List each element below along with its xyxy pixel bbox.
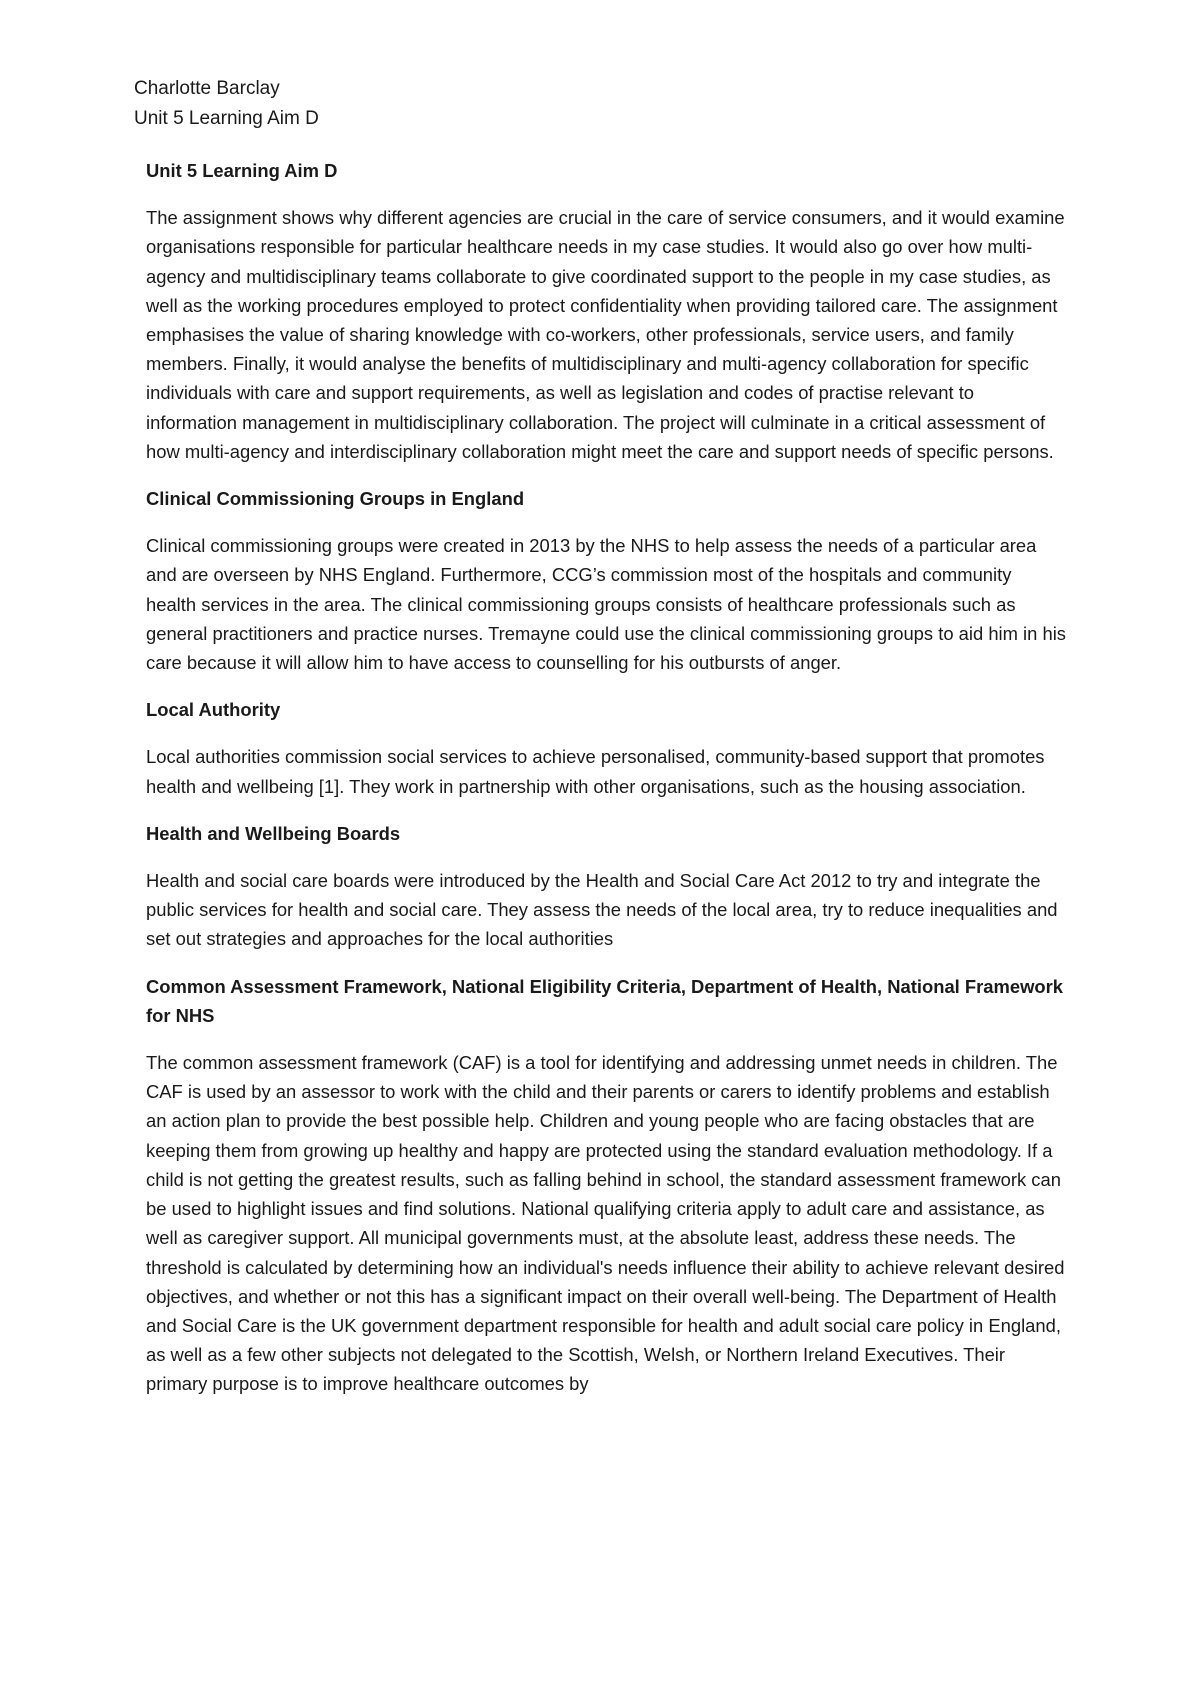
author-name: Charlotte Barclay (134, 78, 280, 99)
section-paragraph: The common assessment framework (CAF) is a tool for identifying and addressing unmet needs in children. The CAF is used by an assessor to work with the child and their parents or carers to identify problems and establish an action plan to provide the best possible help. Children and young people who are facing obstacles that are keeping them from growing up healthy and happy are protected using the standard evaluation methodology. If a child is not getting the greatest results, such as falling behind in school, the standard assessment framework can be used to highlight issues and find solutions. National qualifying criteria apply to adult care and assistance, as well as caregiver support. All municipal governments must, at the absolute least, address these needs. The threshold is calculated by determining how an individual's needs influence their ability to achieve relevant desired objectives, and whether or not this has a significant impact on their overall well-being. The Department of Health and Social Care is the UK government department responsible for health and adult social care policy in England, as well as a few other subjects not delegated to the Scottish, Welsh, or Northern Ireland Executives. Their primary purpose is to improve healthcare outcomes by (146, 1052, 1065, 1395)
section-heading: Common Assessment Framework, National Eligibility Criteria, Department of Health, National Framework for NHS (146, 975, 1064, 1026)
section-heading: Clinical Commissioning Groups in England (146, 488, 525, 510)
document-subtitle: Unit 5 Learning Aim D (134, 108, 319, 129)
section-paragraph: Clinical commissioning groups were created in 2013 by the NHS to help assess the needs of a particular area and are overseen by NHS England. Furthermore, CCG’s commission most of the hospitals and community health services in the area. The clinical commissioning groups consists of healthcare professionals such as general practitioners and practice nurses. Tremayne could use the clinical commissioning groups to aid him in his care because it will allow him to have access to counselling for his outbursts of anger. (146, 535, 1066, 674)
document-header (134, 74, 319, 134)
section-paragraph: The assignment shows why different agencies are crucial in the care of service consumers, and it would examine organisations responsible for particular healthcare needs in my case studies. It would also go over how multi-agency and multidisciplinary teams collaborate to give coordinated support to the people in my case studies, as well as the working procedures employed to protect confidentiality when providing tailored care. The assignment emphasises the value of sharing knowledge with co-workers, other professionals, service users, and family members. Finally, it would analyse the benefits of multidisciplinary and multi-agency collaboration for specific individuals with care and support requirements, as well as legislation and codes of practise relevant to information management in multidisciplinary collaboration. The project will culminate in a critical assessment of how multi-agency and interdisciplinary collaboration might meet the care and support needs of specific persons. (146, 207, 1065, 462)
section-heading: Health and Wellbeing Boards (146, 822, 401, 844)
document-body (146, 156, 1066, 1417)
section-heading: Local Authority (146, 699, 281, 721)
section-paragraph: Local authorities commission social services to achieve personalised, community-based support that promotes health and wellbeing [1]. They work in partnership with other organisations, such as the housing association. (146, 746, 1045, 797)
section-paragraph: Health and social care boards were introduced by the Health and Social Care Act 2012 to try and integrate the public services for health and social care. They assess the needs of the local area, try to reduce inequalities and set out strategies and approaches for the local authorities (146, 870, 1058, 950)
section-heading: Unit 5 Learning Aim D (146, 160, 338, 181)
